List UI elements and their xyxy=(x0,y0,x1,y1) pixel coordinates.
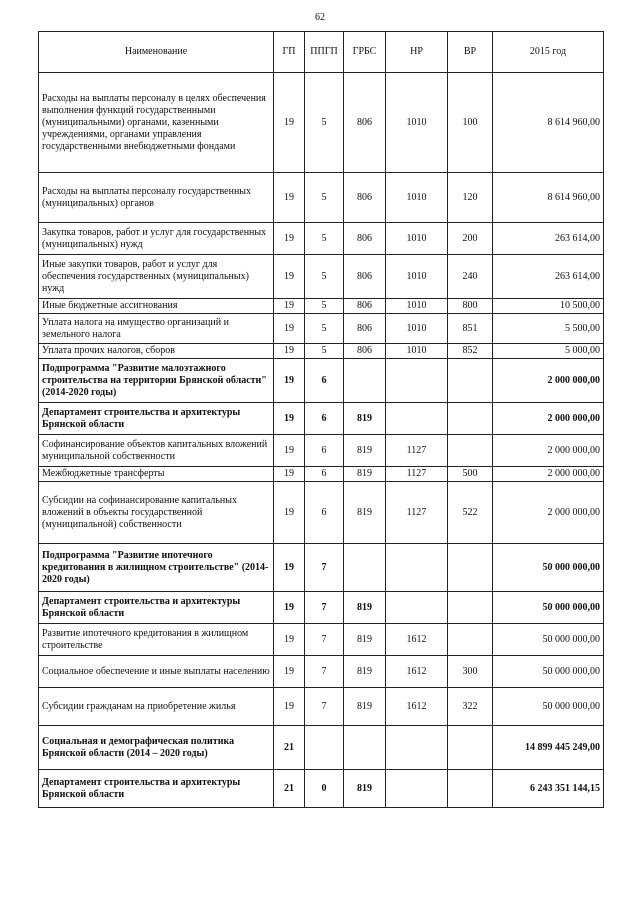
cell-gp: 19 xyxy=(274,435,305,467)
cell-ppgp: 5 xyxy=(305,314,344,344)
cell-vr xyxy=(448,435,493,467)
table-row xyxy=(39,344,604,359)
table-row xyxy=(39,223,604,255)
cell-grbs: 819 xyxy=(344,592,386,624)
cell-ppgp: 7 xyxy=(305,688,344,726)
cell-vr xyxy=(448,726,493,770)
cell-ppgp: 5 xyxy=(305,73,344,173)
cell-nr: 1612 xyxy=(386,656,448,688)
cell-grbs: 806 xyxy=(344,344,386,359)
cell-amount: 2 000 000,00 xyxy=(493,435,604,467)
cell-grbs: 806 xyxy=(344,299,386,314)
cell-name: Расходы на выплаты персоналу в целях обеспечения выполнения функций государственными (муниципальными) органами, казенными учреждениями, органами управления государственными внебюджетными фондами xyxy=(39,73,274,173)
cell-nr: 1010 xyxy=(386,299,448,314)
cell-amount: 50 000 000,00 xyxy=(493,592,604,624)
cell-gp: 19 xyxy=(274,359,305,403)
cell-gp: 19 xyxy=(274,688,305,726)
cell-nr: 1612 xyxy=(386,688,448,726)
cell-nr: 1127 xyxy=(386,467,448,482)
cell-ppgp: 7 xyxy=(305,624,344,656)
cell-amount: 263 614,00 xyxy=(493,223,604,255)
cell-gp: 19 xyxy=(274,255,305,299)
table-row xyxy=(39,359,604,403)
cell-name: Софинансирование объектов капитальных вложений муниципальной собственности xyxy=(39,435,274,467)
cell-gp: 21 xyxy=(274,726,305,770)
cell-nr: 1010 xyxy=(386,73,448,173)
cell-name: Подпрограмма "Развитие ипотечного кредитования в жилищном строительстве" (2014-2020 годы) xyxy=(39,544,274,592)
cell-gp: 19 xyxy=(274,624,305,656)
cell-grbs: 806 xyxy=(344,73,386,173)
cell-amount: 2 000 000,00 xyxy=(493,467,604,482)
cell-amount: 2 000 000,00 xyxy=(493,359,604,403)
cell-grbs: 819 xyxy=(344,482,386,544)
table-row xyxy=(39,688,604,726)
cell-grbs: 806 xyxy=(344,314,386,344)
cell-vr: 200 xyxy=(448,223,493,255)
cell-nr xyxy=(386,770,448,808)
cell-name: Социальное обеспечение и иные выплаты населению xyxy=(39,656,274,688)
cell-amount: 5 000,00 xyxy=(493,344,604,359)
cell-ppgp: 5 xyxy=(305,344,344,359)
cell-grbs: 806 xyxy=(344,223,386,255)
cell-name: Субсидии на софинансирование капитальных вложений в объекты государственной (муниципальной) собственности xyxy=(39,482,274,544)
cell-grbs: 819 xyxy=(344,624,386,656)
table-row xyxy=(39,299,604,314)
cell-amount: 263 614,00 xyxy=(493,255,604,299)
cell-name: Иные бюджетные ассигнования xyxy=(39,299,274,314)
table-row xyxy=(39,173,604,223)
cell-nr: 1010 xyxy=(386,223,448,255)
cell-vr: 852 xyxy=(448,344,493,359)
cell-ppgp: 5 xyxy=(305,299,344,314)
cell-gp: 19 xyxy=(274,344,305,359)
table-row xyxy=(39,770,604,808)
cell-nr: 1612 xyxy=(386,624,448,656)
cell-vr: 851 xyxy=(448,314,493,344)
cell-grbs: 806 xyxy=(344,255,386,299)
cell-ppgp: 6 xyxy=(305,467,344,482)
table-row xyxy=(39,255,604,299)
cell-vr: 322 xyxy=(448,688,493,726)
cell-gp: 19 xyxy=(274,656,305,688)
cell-amount: 14 899 445 249,00 xyxy=(493,726,604,770)
cell-nr xyxy=(386,544,448,592)
cell-gp: 19 xyxy=(274,482,305,544)
table-row xyxy=(39,435,604,467)
col-header-vr: ВР xyxy=(448,32,493,73)
cell-amount: 8 614 960,00 xyxy=(493,173,604,223)
cell-name: Подпрограмма "Развитие малоэтажного строительства на территории Брянской области" (2014-2020 годы) xyxy=(39,359,274,403)
cell-ppgp: 7 xyxy=(305,592,344,624)
cell-name: Департамент строительства и архитектуры Брянской области xyxy=(39,770,274,808)
page-number: 62 xyxy=(315,12,325,23)
cell-gp: 19 xyxy=(274,299,305,314)
cell-ppgp: 5 xyxy=(305,255,344,299)
cell-amount: 6 243 351 144,15 xyxy=(493,770,604,808)
cell-grbs xyxy=(344,544,386,592)
cell-vr: 522 xyxy=(448,482,493,544)
cell-name: Развитие ипотечного кредитования в жилищном строительстве xyxy=(39,624,274,656)
cell-vr xyxy=(448,770,493,808)
col-header-gp: ГП xyxy=(274,32,305,73)
cell-name: Иные закупки товаров, работ и услуг для обеспечения государственных (муниципальных) нужд xyxy=(39,255,274,299)
cell-name: Межбюджетные трансферты xyxy=(39,467,274,482)
cell-ppgp: 7 xyxy=(305,544,344,592)
table-row xyxy=(39,482,604,544)
cell-name: Департамент строительства и архитектуры Брянской области xyxy=(39,403,274,435)
cell-amount: 10 500,00 xyxy=(493,299,604,314)
table-row xyxy=(39,726,604,770)
cell-gp: 19 xyxy=(274,467,305,482)
table-row xyxy=(39,656,604,688)
cell-nr: 1127 xyxy=(386,435,448,467)
cell-amount: 50 000 000,00 xyxy=(493,624,604,656)
table-row xyxy=(39,592,604,624)
col-header-name: Наименование xyxy=(39,32,274,73)
cell-amount: 50 000 000,00 xyxy=(493,656,604,688)
cell-vr xyxy=(448,624,493,656)
cell-vr xyxy=(448,544,493,592)
cell-nr xyxy=(386,592,448,624)
cell-amount: 5 500,00 xyxy=(493,314,604,344)
cell-gp: 21 xyxy=(274,770,305,808)
col-header-grbs: ГРБС xyxy=(344,32,386,73)
cell-nr xyxy=(386,403,448,435)
cell-grbs: 819 xyxy=(344,656,386,688)
table-row xyxy=(39,73,604,173)
cell-gp: 19 xyxy=(274,544,305,592)
cell-grbs: 819 xyxy=(344,435,386,467)
cell-amount: 2 000 000,00 xyxy=(493,482,604,544)
cell-name: Социальная и демографическая политика Брянской области (2014 – 2020 годы) xyxy=(39,726,274,770)
cell-gp: 19 xyxy=(274,592,305,624)
cell-grbs: 819 xyxy=(344,403,386,435)
table-header-row xyxy=(39,32,604,73)
cell-ppgp: 5 xyxy=(305,223,344,255)
cell-gp: 19 xyxy=(274,173,305,223)
cell-gp: 19 xyxy=(274,314,305,344)
cell-nr: 1010 xyxy=(386,255,448,299)
table-row xyxy=(39,314,604,344)
cell-nr xyxy=(386,726,448,770)
cell-ppgp: 6 xyxy=(305,435,344,467)
cell-amount: 50 000 000,00 xyxy=(493,688,604,726)
cell-vr: 800 xyxy=(448,299,493,314)
table-row xyxy=(39,544,604,592)
cell-ppgp xyxy=(305,726,344,770)
cell-ppgp: 7 xyxy=(305,656,344,688)
cell-ppgp: 5 xyxy=(305,173,344,223)
cell-nr: 1010 xyxy=(386,314,448,344)
cell-vr xyxy=(448,592,493,624)
table-row xyxy=(39,403,604,435)
cell-vr xyxy=(448,359,493,403)
cell-vr: 120 xyxy=(448,173,493,223)
cell-nr: 1010 xyxy=(386,173,448,223)
budget-table xyxy=(38,31,604,808)
col-header-year: 2015 год xyxy=(493,32,604,73)
cell-vr: 300 xyxy=(448,656,493,688)
cell-amount: 2 000 000,00 xyxy=(493,403,604,435)
cell-vr: 100 xyxy=(448,73,493,173)
cell-amount: 8 614 960,00 xyxy=(493,73,604,173)
cell-ppgp: 6 xyxy=(305,403,344,435)
cell-vr xyxy=(448,403,493,435)
col-header-nr: НР xyxy=(386,32,448,73)
cell-amount: 50 000 000,00 xyxy=(493,544,604,592)
cell-vr: 240 xyxy=(448,255,493,299)
col-header-ppgp: ППГП xyxy=(305,32,344,73)
table-row xyxy=(39,624,604,656)
table-row xyxy=(39,467,604,482)
cell-name: Департамент строительства и архитектуры Брянской области xyxy=(39,592,274,624)
cell-nr: 1127 xyxy=(386,482,448,544)
cell-gp: 19 xyxy=(274,73,305,173)
cell-vr: 500 xyxy=(448,467,493,482)
cell-name: Расходы на выплаты персоналу государственных (муниципальных) органов xyxy=(39,173,274,223)
cell-grbs: 819 xyxy=(344,688,386,726)
cell-nr xyxy=(386,359,448,403)
cell-name: Закупка товаров, работ и услуг для государственных (муниципальных) нужд xyxy=(39,223,274,255)
cell-gp: 19 xyxy=(274,223,305,255)
cell-grbs xyxy=(344,726,386,770)
cell-grbs: 806 xyxy=(344,173,386,223)
cell-name: Уплата прочих налогов, сборов xyxy=(39,344,274,359)
cell-grbs: 819 xyxy=(344,770,386,808)
cell-gp: 19 xyxy=(274,403,305,435)
cell-name: Уплата налога на имущество организаций и земельного налога xyxy=(39,314,274,344)
cell-nr: 1010 xyxy=(386,344,448,359)
cell-name: Субсидии гражданам на приобретение жилья xyxy=(39,688,274,726)
cell-ppgp: 6 xyxy=(305,359,344,403)
cell-grbs: 819 xyxy=(344,467,386,482)
cell-ppgp: 6 xyxy=(305,482,344,544)
cell-grbs xyxy=(344,359,386,403)
cell-ppgp: 0 xyxy=(305,770,344,808)
